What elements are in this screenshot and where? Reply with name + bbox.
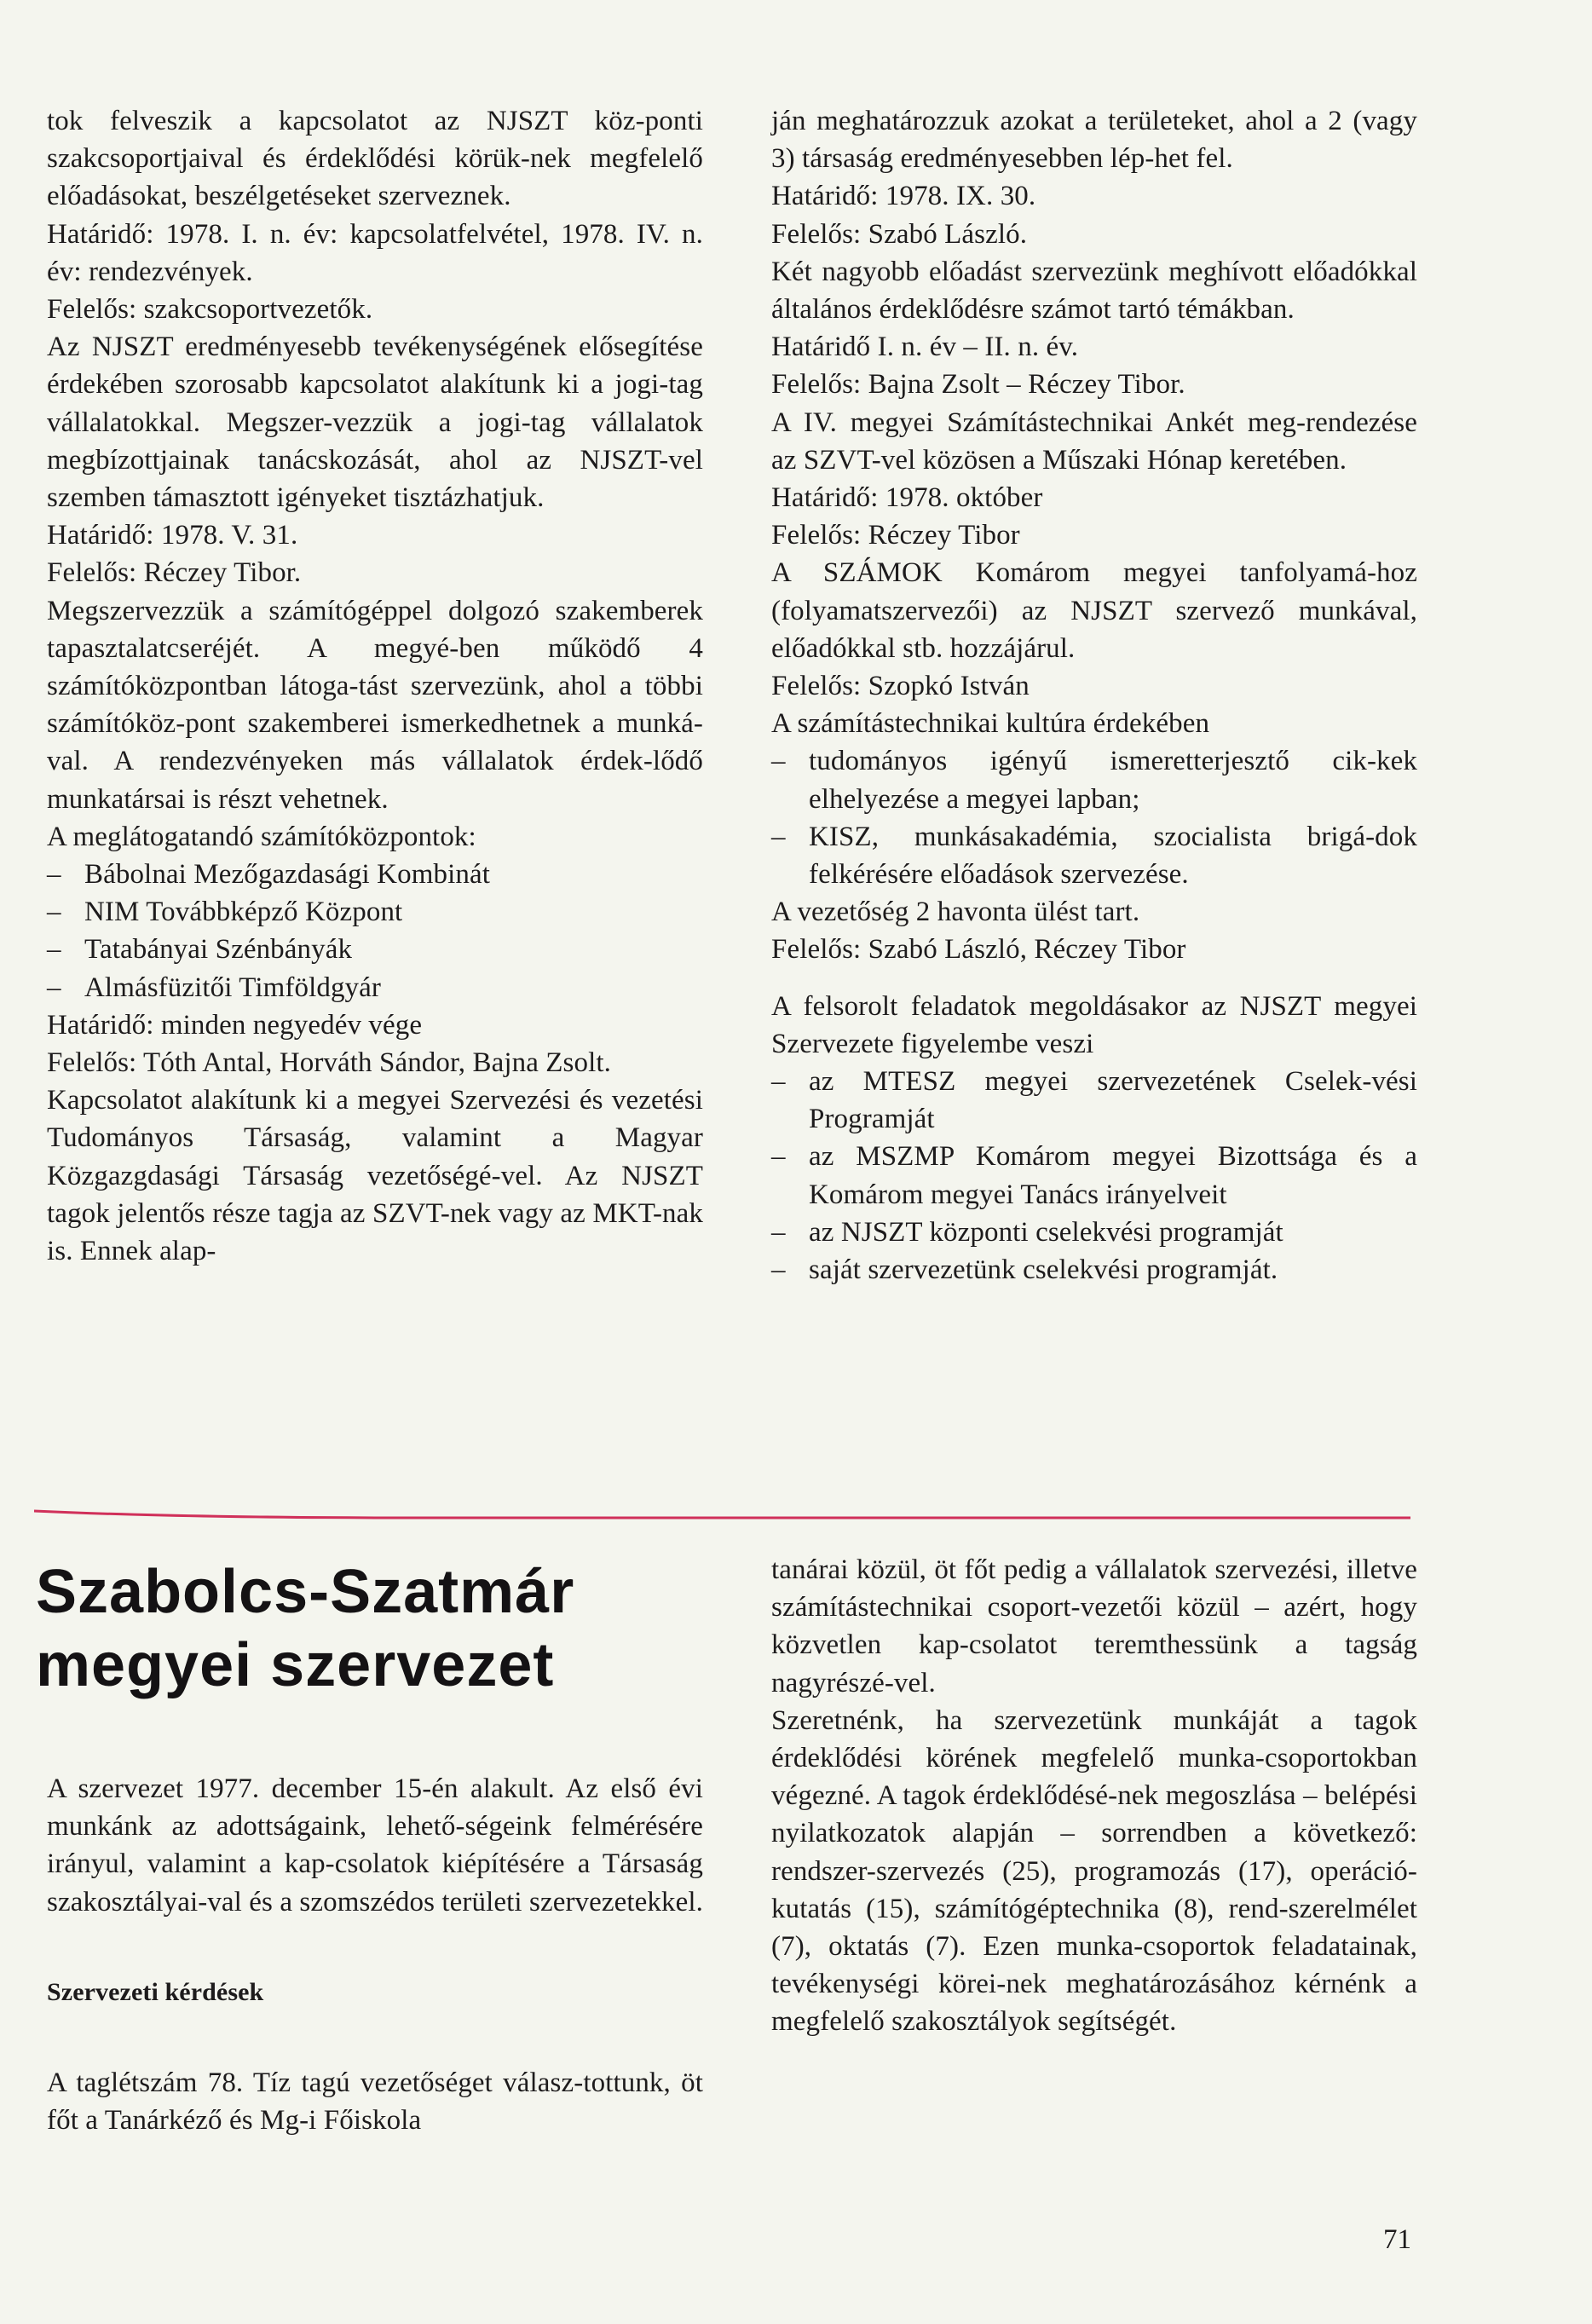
spacer <box>47 2011 703 2064</box>
deadline-line: Határidő: 1978. IX. 30. <box>771 181 1036 212</box>
dash-bullet-icon: – <box>771 1216 786 1248</box>
paragraph: A IV. megyei Számítástechnikai Ankét meg-rendezése az SZVT-vel közösen a Műszaki Hónap keretében. <box>771 407 1417 476</box>
list-item: – az MSZMP Komárom megyei Bizottsága és a Komárom megyei Tanács irányelveit <box>771 1138 1417 1213</box>
dash-bullet-icon: – <box>771 746 786 777</box>
list-intro: A számítástechnikai kultúra érdekében <box>771 708 1210 740</box>
list-item: – Tatabányai Szénbányák <box>47 931 703 968</box>
bottom-right-column <box>771 1551 1417 2041</box>
deadline-line: Határidő: minden negyedév vége <box>47 1009 423 1041</box>
responsible-line: Felelős: Tóth Antal, Horváth Sándor, Bajna Zsolt. <box>47 1047 611 1079</box>
responsible-line: Felelős: Bajna Zsolt – Réczey Tibor. <box>771 369 1185 401</box>
responsible-line: Felelős: Réczey Tibor <box>771 520 1020 551</box>
spacer <box>47 1921 703 1974</box>
responsible-line: Felelős: Szabó László. <box>771 218 1028 250</box>
top-left-column <box>47 102 703 1270</box>
responsible-line: Felelős: Réczey Tibor. <box>47 557 302 589</box>
deadline-line: Határidő I. n. év – II. n. év. <box>771 332 1079 363</box>
paragraph: A vezetőség 2 havonta ülést tart. <box>771 897 1140 928</box>
paragraph: tanárai közül, öt főt pedig a vállalatok szervezési, illetve számítástechnikai csoport-vezetői közül – azért, hogy közvetlen kap-csolatot teremthessünk a tagság nagyrészé-vel. <box>771 1554 1417 1698</box>
paragraph: Két nagyobb előadást szervezünk meghívott előadókkal általános érdeklődésre számot tartó témákban. <box>771 256 1417 326</box>
dash-bullet-icon: – <box>47 859 61 891</box>
bottom-left-column <box>47 1770 703 2139</box>
list-item: – az MTESZ megyei szervezetének Cselek-vési Programját <box>771 1063 1417 1138</box>
responsible-line: Felelős: szakcsoportvezetők. <box>47 294 373 326</box>
list-item: – KISZ, munkásakadémia, szocialista brigá-dok felkérésére előadások szervezése. <box>771 818 1417 893</box>
deadline-line: Határidő: 1978. V. 31. <box>47 520 298 551</box>
list-intro: A meglátogatandó számítóközpontok: <box>47 821 476 852</box>
list-item: – NIM Továbbképző Központ <box>47 893 703 931</box>
top-right-column <box>771 102 1417 1289</box>
paragraph: Szeretnénk, ha szervezetünk munkáját a tagok érdeklődési körének megfelelő munka-csoportokban végezné. A tagok érdeklődésé-nek megoszlása – belépési nyilatkozatok alapján – sorrendben a következő: rendszer-szervezés (25), programozás (17), operáció-kutatás (15), számítógéptechnika (8), rend-szerelmélet (7), oktatás (7). Ezen munka-csoportok feladatainak, tevékenységi körei-nek meghatározásához kérnénk a megfelelő szakosztályok segítségét. <box>771 1704 1417 2038</box>
dash-bullet-icon: – <box>47 934 61 966</box>
responsible-line: Felelős: Szopkó István <box>771 671 1030 702</box>
list-item: – saját szervezetünk cselekvési programját. <box>771 1251 1417 1289</box>
paragraph: A szervezet 1977. december 15-én alakult. Az első évi munkánk az adottságaink, lehető-ségeink felmérésére irányul, valamint a kap-csolatok kiépítésére a Társaság szakosztályai-val és a szomszédos területi szervezetekkel. <box>47 1773 703 1917</box>
section-title <box>36 1555 574 1702</box>
dash-bullet-icon: – <box>47 897 61 928</box>
list-item: – tudományos igényű ismeretterjesztő cik-kek elhelyezése a megyei lapban; <box>771 742 1417 817</box>
paragraph: tok felveszik a kapcsolatot az NJSZT köz-ponti szakcsoportjaival és érdeklődési körük-nek megfelelő előadásokat, beszélgetéseket szerveznek. <box>47 106 703 212</box>
section-divider-rule <box>34 1508 1410 1520</box>
dash-bullet-icon: – <box>47 972 61 1003</box>
dash-bullet-icon: – <box>771 1254 786 1286</box>
section-title-line-1: Szabolcs-Szatmár <box>36 1558 575 1626</box>
list-item: – Almásfüzitői Timföldgyár <box>47 969 703 1006</box>
dash-bullet-icon: – <box>771 1066 786 1098</box>
deadline-line: Határidő: 1978. I. n. év: kapcsolatfelvétel, 1978. IV. n. év: rendezvények. <box>47 218 703 287</box>
list-item: – az NJSZT központi cselekvési programját <box>771 1214 1417 1251</box>
page-number: 71 <box>1383 2224 1411 2255</box>
paragraph: ján meghatározzuk azokat a területeket, ahol a 2 (vagy 3) társaság eredményesebben lép-het fel. <box>771 106 1417 175</box>
paragraph: Kapcsolatot alakítunk ki a megyei Szervezési és vezetési Tudományos Társaság, valamint a Magyar Közgazgdasági Társaság vezetőségé-vel. Az NJSZT tagok jelentős része tagja az SZVT-nek vagy az MKT-nak is. Ennek alap- <box>47 1085 703 1267</box>
spacer <box>771 969 1417 988</box>
paragraph: A taglétszám 78. Tíz tagú vezetőséget válasz-tottunk, öt főt a Tanárkéző és Mg-i Főiskola <box>47 2067 703 2137</box>
responsible-line: Felelős: Szabó László, Réczey Tibor <box>771 934 1186 966</box>
paragraph: Az NJSZT eredményesebb tevékenységének elősegítése érdekében szorosabb kapcsolatot alakítunk ki a jogi-tag vállalatokkal. Megszer-vezzük a jogi-tag vállalatok megbízottjainak tanácskozását, ahol az NJSZT-vel szemben támasztott igényeket tisztázhatjuk. <box>47 332 703 514</box>
section-title-line-2: megyei szervezet <box>36 1631 555 1699</box>
paragraph: A felsorolt feladatok megoldásakor az NJSZT megyei Szervezete figyelembe veszi <box>771 990 1417 1059</box>
paragraph: Megszervezzük a számítógéppel dolgozó szakemberek tapasztalatcseréjét. A megyé-ben működő 4 számítóközpontban látoga-tást szervezünk, ahol a többi számítóköz-pont szakemberei ismerkedhetnek a munká-val. A rendezvényeken más vállalatok érdek-lődő munkatársai is részt vehetnek. <box>47 595 703 815</box>
deadline-line: Határidő: 1978. október <box>771 482 1043 514</box>
subheading: Szervezeti kérdések <box>47 1977 264 2006</box>
paragraph: A SZÁMOK Komárom megyei tanfolyamá-hoz (folyamatszervezői) az NJSZT szervező munkával, előadókkal stb. hozzájárul. <box>771 557 1417 664</box>
list-item: – Bábolnai Mezőgazdasági Kombinát <box>47 856 703 893</box>
dash-bullet-icon: – <box>771 1141 786 1173</box>
dash-bullet-icon: – <box>771 821 786 852</box>
